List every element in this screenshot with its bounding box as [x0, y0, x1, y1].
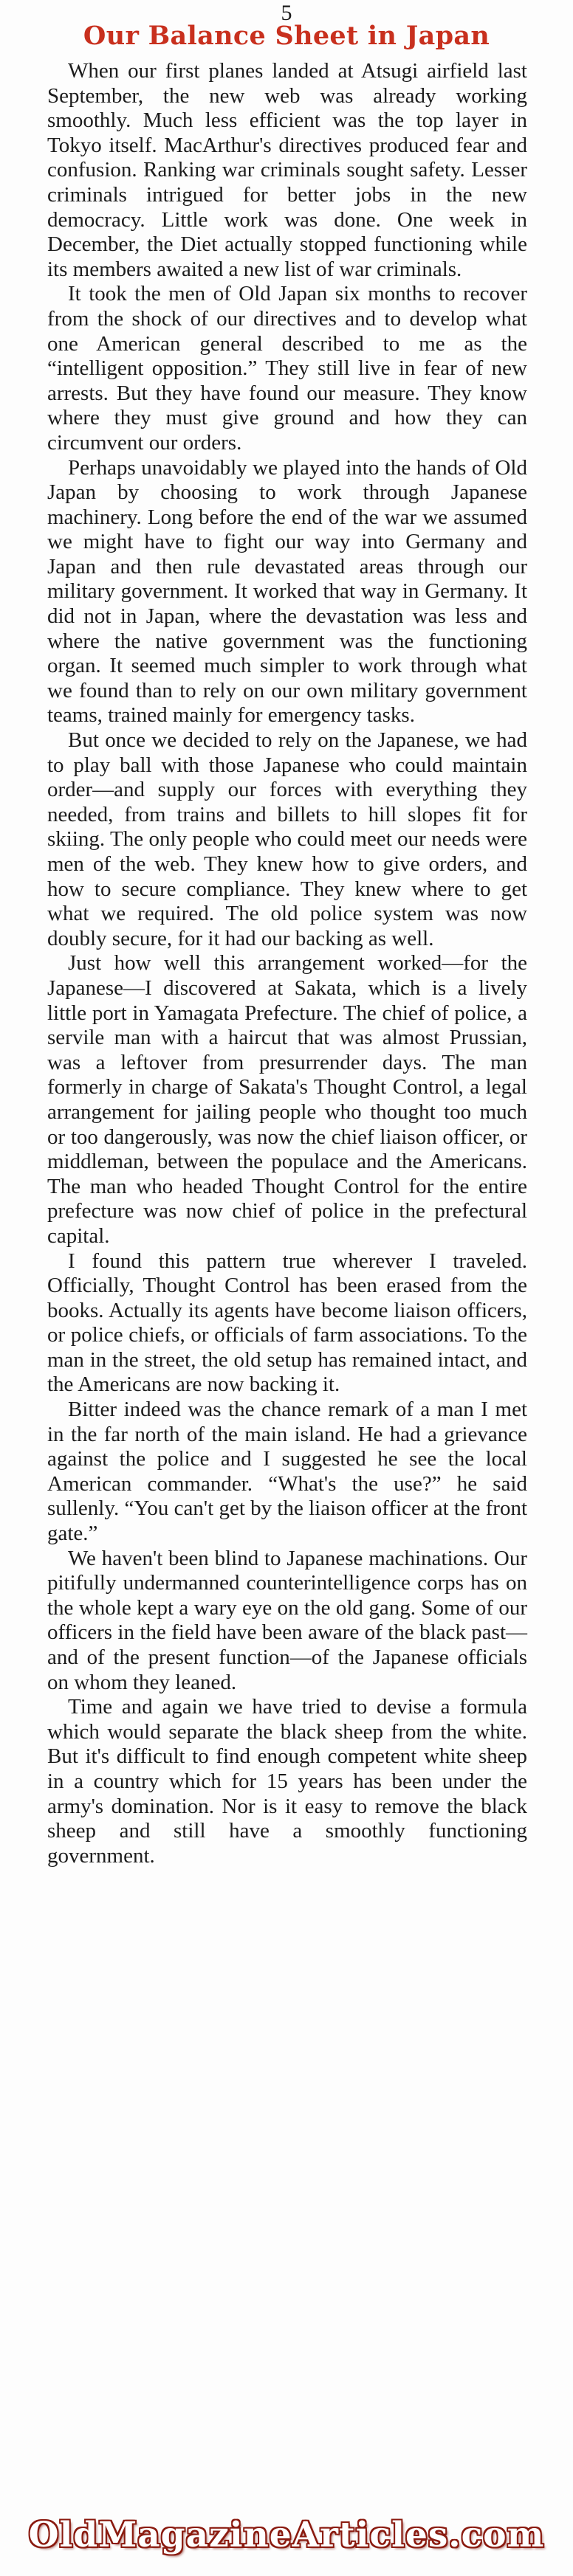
article-paragraph: I found this pattern true wherever I traveled. Officially, Thought Control has been erased from the books. Actually its agents have become liaison officers, or police chiefs, or officials of farm associations. To the man in the street, the old setup has remained intact, and the Americans are now backing it.	[47, 1249, 527, 1397]
article-paragraph: Time and again we have tried to devise a formula which would separate the black sheep from the white. But it's difficult to find enough competent white sheep in a country which for 15 years has been under the army's domination. Nor is it easy to remove the black sheep and still have a smoothly functioning government.	[47, 1695, 527, 1868]
article-paragraph: When our first planes landed at Atsugi airfield last September, the new web was already working smoothly. Much less efficient was the top layer in Tokyo itself. MacArthur's directives produced fear and confusion. Ranking war criminals sought safety. Lesser criminals intrigued for better jobs in the new democracy. Little work was done. One week in December, the Diet actually stopped functioning while its members awaited a new list of war criminals.	[47, 59, 527, 281]
article-paragraph: Just how well this arrangement worked—for the Japanese—I discovered at Sakata, which is a lively little port in Yamagata Prefecture. The chief of police, a servile man with a haircut that was almost Prussian, was a leftover from presurrender days. The man formerly in charge of Sakata's Thought Control, a legal arrangement for jailing people who thought too much or too dangerously, was now the chief liaison officer, or middleman, between the populace and the Americans. The man who headed Thought Control for the entire prefecture was now chief of police in the prefectural capital.	[47, 951, 527, 1248]
article-paragraph: But once we decided to rely on the Japanese, we had to play ball with those Japanese who could maintain order—and supply our forces with everything they needed, from trains and billets to hill slopes fit for skiing. The only people who could meet our needs were men of the web. They knew how to give orders, and how to secure compliance. They knew where to get what we required. The old police system was now doubly secure, for it had our backing as well.	[47, 728, 527, 950]
article-paragraph: Bitter indeed was the chance remark of a man I met in the far north of the main island. He had a grievance against the police and I suggested he see the local American commander. “What's the use?” he said sullenly. “You can't get by the liaison officer at the front gate.”	[47, 1398, 527, 1546]
site-brand-watermark[interactable]: OldMagazineArticles.com	[28, 2515, 545, 2555]
article-body	[47, 59, 527, 1868]
article-paragraph: It took the men of Old Japan six months to recover from the shock of our directives and to develop what one American general described to me as the “intelligent opposition.” They still live in fear of new arrests. But they have found our measure. They know where they must give ground and how they can circumvent our orders.	[47, 282, 527, 455]
page-number: 5	[281, 1, 292, 25]
article-headline: Our Balance Sheet in Japan	[83, 21, 490, 51]
article-paragraph: Perhaps unavoidably we played into the hands of Old Japan by choosing to work through Japanese machinery. Long before the end of the war we assumed we might have to fight our way into Germany and Japan and then rule devastated areas through our military government. It worked that way in Germany. It did not in Japan, where the devastation was less and where the native government was the functioning organ. It seemed much simpler to work through what we found than to rely on our own military government teams, trained mainly for emergency tasks.	[47, 455, 527, 728]
article-paragraph: We haven't been blind to Japanese machinations. Our pitifully undermanned counterintelligence corps has on the whole kept a wary eye on the old gang. Some of our officers in the field have been aware of the black past—and of the present function—of the Japanese officials on whom they leaned.	[47, 1546, 527, 1694]
